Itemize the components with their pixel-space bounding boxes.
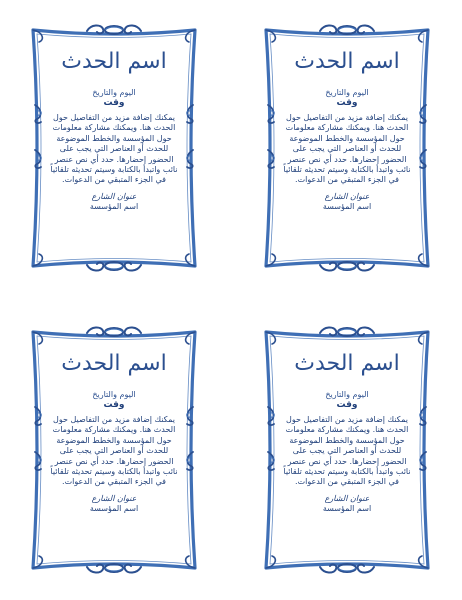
card-content bbox=[280, 350, 414, 514]
card-content bbox=[47, 48, 181, 212]
event-date[interactable]: اليوم والتاريخ bbox=[325, 88, 369, 97]
event-details[interactable]: يمكنك إضافة مزيد من التفاصيل حول الحدث هنا. ويمكنك مشاركة معلومات حول المؤسسة والخطط الموضوعة للحدث أو العناصر التي يجب على الحضور إحضارها. حدد أي نص عنصر نائب واتبدأ بالكتابة وسيتم تحديثه تلقائياً في الجزء المتبقي من الدعوات. bbox=[50, 415, 178, 487]
event-time[interactable]: وقت bbox=[336, 400, 358, 410]
event-time[interactable]: وقت bbox=[336, 98, 358, 108]
event-details[interactable]: يمكنك إضافة مزيد من التفاصيل حول الحدث هنا. ويمكنك مشاركة معلومات حول المؤسسة والخطط الموضوعة للحدث أو العناصر التي يجب على الحضور إحضارها. حدد أي نص عنصر نائب واتبدأ بالكتابة وسيتم تحديثه تلقائياً في الجزء المتبقي من الدعوات. bbox=[50, 113, 178, 185]
street-address[interactable]: عنوان الشارع bbox=[324, 493, 370, 503]
event-title[interactable]: اسم الحدث bbox=[61, 49, 167, 74]
street-address[interactable]: عنوان الشارع bbox=[91, 191, 137, 201]
street-address[interactable]: عنوان الشارع bbox=[91, 493, 137, 503]
event-date[interactable]: اليوم والتاريخ bbox=[325, 390, 369, 399]
event-time[interactable]: وقت bbox=[103, 400, 125, 410]
street-address[interactable]: عنوان الشارع bbox=[324, 191, 370, 201]
event-title[interactable]: اسم الحدث bbox=[61, 351, 167, 376]
event-date[interactable]: اليوم والتاريخ bbox=[92, 88, 136, 97]
invitation-card bbox=[25, 326, 203, 574]
event-title[interactable]: اسم الحدث bbox=[294, 49, 400, 74]
invitation-card bbox=[258, 326, 436, 574]
event-details[interactable]: يمكنك إضافة مزيد من التفاصيل حول الحدث هنا. ويمكنك مشاركة معلومات حول المؤسسة والخطط الموضوعة للحدث أو العناصر التي يجب على الحضور إحضارها. حدد أي نص عنصر نائب واتبدأ بالكتابة وسيتم تحديثه تلقائياً في الجزء المتبقي من الدعوات. bbox=[283, 113, 411, 185]
organization-name[interactable]: اسم المؤسسة bbox=[322, 201, 372, 211]
event-title[interactable]: اسم الحدث bbox=[294, 351, 400, 376]
organization-name[interactable]: اسم المؤسسة bbox=[89, 201, 139, 211]
organization-name[interactable]: اسم المؤسسة bbox=[322, 503, 372, 513]
event-time[interactable]: وقت bbox=[103, 98, 125, 108]
event-date[interactable]: اليوم والتاريخ bbox=[92, 390, 136, 399]
organization-name[interactable]: اسم المؤسسة bbox=[89, 503, 139, 513]
card-content bbox=[47, 350, 181, 514]
invitation-card bbox=[258, 24, 436, 272]
invitation-card bbox=[25, 24, 203, 272]
event-details[interactable]: يمكنك إضافة مزيد من التفاصيل حول الحدث هنا. ويمكنك مشاركة معلومات حول المؤسسة والخطط الموضوعة للحدث أو العناصر التي يجب على الحضور إحضارها. حدد أي نص عنصر نائب واتبدأ بالكتابة وسيتم تحديثه تلقائياً في الجزء المتبقي من الدعوات. bbox=[283, 415, 411, 487]
card-content bbox=[280, 48, 414, 212]
